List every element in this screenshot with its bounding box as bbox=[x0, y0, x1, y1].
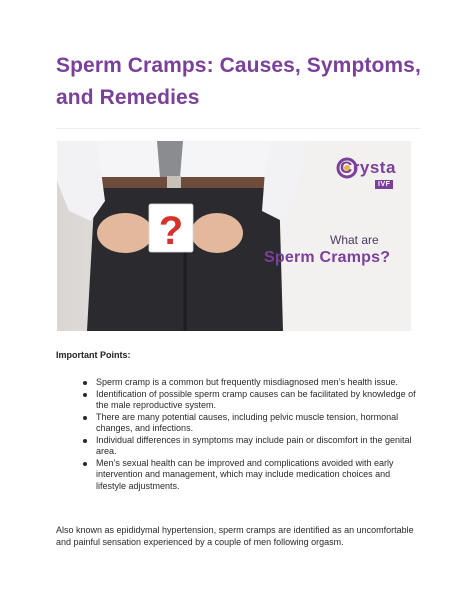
title-line-2: and Remedies bbox=[56, 86, 200, 109]
list-item-text: Men’s sexual health can be improved and complications avoided with early intervention and management, which may include medication choices and lifestyle adjustments. bbox=[96, 457, 394, 491]
important-points-heading: Important Points: bbox=[56, 350, 131, 360]
list-item-text: There are many potential causes, including pelvic muscle tension, hormonal changes, and infections. bbox=[96, 411, 399, 433]
left-hand bbox=[97, 213, 153, 253]
banner-subheading: What are bbox=[330, 233, 379, 247]
banner-logo-badge: IVF bbox=[375, 180, 393, 189]
list-item bbox=[56, 412, 416, 435]
list-item bbox=[56, 389, 416, 412]
title-divider bbox=[56, 128, 420, 129]
bullet-icon bbox=[83, 381, 87, 385]
list-item bbox=[56, 377, 416, 389]
important-points-list bbox=[56, 377, 416, 492]
bullet-icon bbox=[83, 439, 87, 443]
title-line-1: Sperm Cramps: Causes, Symptoms, bbox=[56, 54, 421, 77]
banner-headline: Sperm Cramps? bbox=[264, 249, 391, 266]
bullet-icon bbox=[83, 393, 87, 397]
right-hand bbox=[191, 213, 243, 253]
question-mark-card-icon: ? bbox=[158, 209, 184, 253]
list-item-text: Sperm cramp is a common but frequently misdiagnosed men’s health issue. bbox=[96, 377, 398, 387]
list-item bbox=[56, 458, 416, 493]
page-title bbox=[56, 50, 426, 114]
left-sleeve bbox=[57, 141, 105, 221]
list-item-text: Identification of possible sperm cramp causes can be facilitated by knowledge of the male reproductive system. bbox=[96, 388, 416, 410]
body-paragraph: Also known as epididymal hypertension, sperm cramps are identified as an uncomfortable and painful sensation experienced by a couple of men following orgasm. bbox=[56, 525, 414, 547]
bullet-icon bbox=[83, 462, 87, 466]
list-item bbox=[56, 435, 416, 458]
belt-buckle bbox=[167, 176, 181, 189]
belt-shape bbox=[102, 177, 272, 188]
bullet-icon bbox=[83, 416, 87, 420]
list-item-text: Individual differences in symptoms may include pain or discomfort in the genital area. bbox=[96, 434, 412, 456]
banner-logo-name: Crysta bbox=[340, 158, 396, 177]
